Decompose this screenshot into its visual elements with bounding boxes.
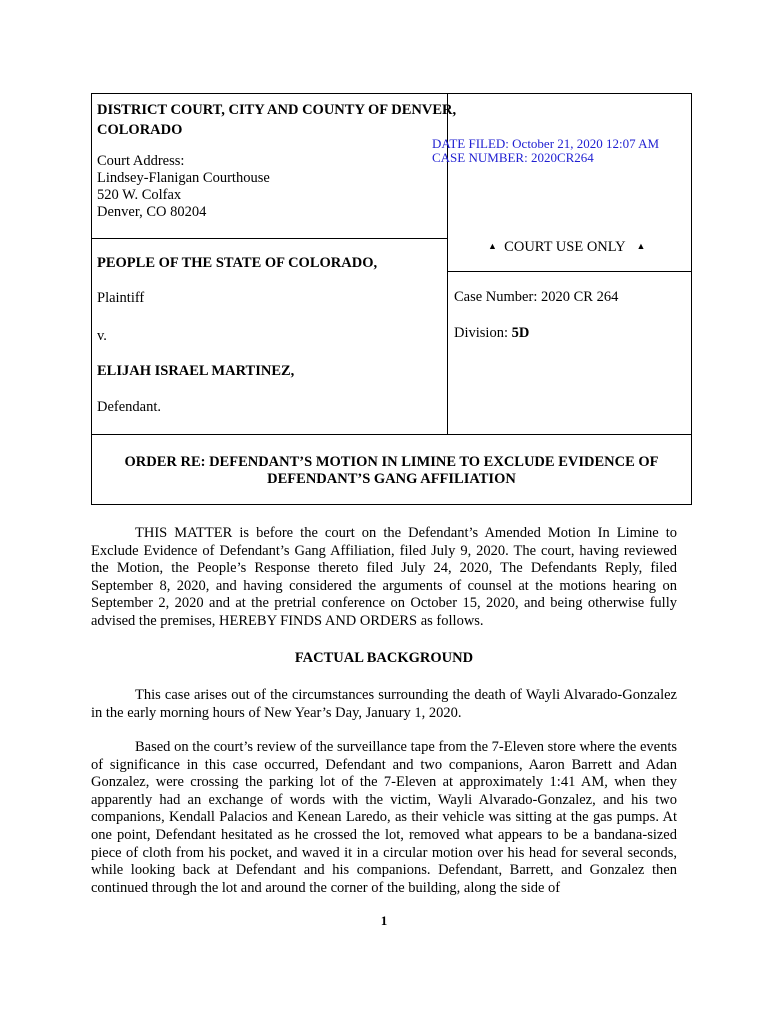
intro-paragraph: THIS MATTER is before the court on the Defendant’s Amended Motion In Limine to Exclude Evidence of Defendant’s Gang Affiliation, filed July 9, 2020. The court, having reviewed the Motion, the People’s Response thereto filed July 24, 2020, The Defendants Reply, filed September 8, 2020, and having considered the arguments of counsel at the motions hearing on September 2, 2020 and at the pretrial conference on October 15, 2020, and being otherwise fully advised the premises, HEREBY FINDS AND ORDERS as follows. bbox=[91, 525, 677, 629]
background-paragraph-block bbox=[91, 687, 677, 722]
case-info-cell bbox=[448, 272, 691, 435]
intro-paragraph-block bbox=[91, 525, 677, 631]
court-name-line-2: COLORADO bbox=[97, 122, 183, 138]
court-use-only-label bbox=[488, 239, 645, 257]
filing-stamp-cell bbox=[432, 94, 691, 272]
division-value: 5D bbox=[511, 325, 530, 341]
order-title-cell bbox=[92, 435, 691, 504]
division-label: Division: bbox=[454, 325, 512, 341]
court-info-cell bbox=[92, 94, 457, 239]
date-filed-stamp: DATE FILED: October 21, 2020 12:07 AM bbox=[432, 136, 660, 151]
court-address-line-1: Lindsey-Flanigan Courthouse bbox=[97, 170, 270, 186]
triangle-up-icon: ▲ bbox=[488, 241, 497, 251]
facts-paragraph-block bbox=[91, 739, 677, 897]
court-address-line-3: Denver, CO 80204 bbox=[97, 204, 207, 220]
division bbox=[454, 325, 529, 342]
court-address-label: Court Address: bbox=[97, 153, 185, 169]
defendant-name: ELIJAH ISRAEL MARTINEZ, bbox=[97, 363, 295, 379]
defendant-role: Defendant. bbox=[97, 399, 162, 415]
court-use-only-text: COURT USE ONLY bbox=[504, 239, 626, 255]
versus-text: v. bbox=[97, 328, 107, 344]
plaintiff-name: PEOPLE OF THE STATE OF COLORADO, bbox=[97, 255, 378, 271]
background-paragraph: This case arises out of the circumstances surrounding the death of Wayli Alvarado-Gonzalez in the early morning hours of New Year’s Day, January 1, 2020. bbox=[91, 687, 677, 721]
plaintiff-role: Plaintiff bbox=[97, 290, 145, 306]
case-number-stamp: CASE NUMBER: 2020CR264 bbox=[432, 150, 594, 165]
court-name-line-1: DISTRICT COURT, CITY AND COUNTY OF DENVER, bbox=[97, 102, 457, 118]
page-number: 1 bbox=[380, 913, 388, 928]
case-caption-table bbox=[91, 93, 692, 505]
order-title: ORDER RE: DEFENDANT’S MOTION IN LIMINE TO EXCLUDE EVIDENCE OF DEFENDANT’S GANG AFFILIATION bbox=[124, 454, 659, 487]
parties-cell bbox=[92, 239, 448, 435]
facts-paragraph: Based on the court’s review of the surveillance tape from the 7-Eleven store where the events of significance in this case occurred, Defendant and two companions, Aaron Barrett and Adan Gonzalez, were crossing the parking lot of the 7-Eleven at approximately 1:41 AM, when they apparently had an exchange of words with the victim, Wayli Alvarado-Gonzalez, and his two companions, Kendall Palacios and Kenean Laredo, as their vehicle was sitting at the gas pumps. At one point, Defendant hesitated as he crossed the lot, removed what appears to be a bandana-sized piece of cloth from his pocket, and waved it in a circular motion over his head for several seconds, while looking back at Defendant and his companions. Defendant, Barrett, and Gonzalez then continued through the lot and around the corner of the building, along the side of bbox=[91, 739, 677, 896]
court-address-line-2: 520 W. Colfax bbox=[97, 187, 182, 203]
factual-background-heading: FACTUAL BACKGROUND bbox=[294, 650, 474, 666]
triangle-up-icon: ▲ bbox=[636, 241, 646, 251]
case-number: Case Number: 2020 CR 264 bbox=[454, 289, 619, 305]
